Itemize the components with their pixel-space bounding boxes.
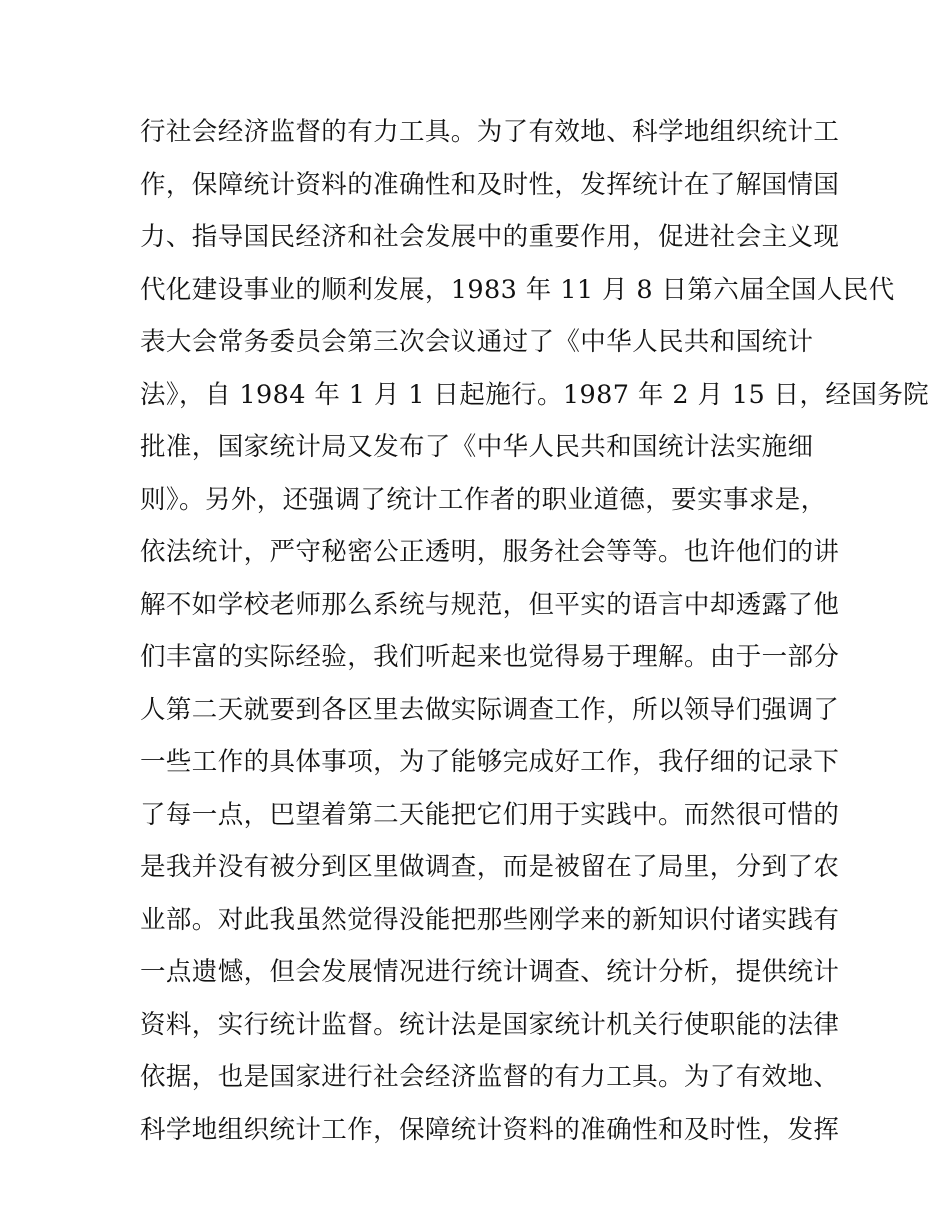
text-line: 资料，实行统计监督。统计法是国家统计机关行使职能的法律 <box>140 1009 840 1040</box>
text-line: 解不如学校老师那么系统与规范，但平实的语言中却透露了他 <box>140 589 840 620</box>
text-line: 一点遗憾，但会发展情况进行统计调查、统计分析，提供统计 <box>140 957 840 987</box>
text-line: 作，保障统计资料的准确性和及时性，发挥统计在了解国情国 <box>140 169 840 200</box>
text-line: 是我并没有被分到区里做调查，而是被留在了局里，分到了农 <box>140 852 840 882</box>
text-line: 依法统计，严守秘密公正透明，服务社会等等。也许他们的讲 <box>140 537 840 567</box>
text-line: 表大会常务委员会第三次会议通过了《中华人民共和国统计 <box>140 327 814 357</box>
text-line: 了每一点，巴望着第二天能把它们用于实践中。而然很可惜的 <box>140 799 840 830</box>
text-line: 法》，自 1984 年 1 月 1 日起施行。1987 年 2 月 15 日，经国务院 <box>140 379 930 410</box>
text-line: 行社会经济监督的有力工具。为了有效地、科学地组织统计工 <box>140 117 840 147</box>
text-line: 一些工作的具体事项，为了能够完成好工作，我仔细的记录下 <box>140 747 840 777</box>
text-line: 业部。对此我虽然觉得没能把那些刚学来的新知识付诸实践有 <box>140 904 840 935</box>
text-line: 人第二天就要到各区里去做实际调查工作，所以领导们强调了 <box>140 694 840 725</box>
text-line: 则》。另外，还强调了统计工作者的职业道德，要实事求是， <box>140 484 827 515</box>
text-line: 批准，国家统计局又发布了《中华人民共和国统计法实施细 <box>140 432 814 462</box>
text-line: 们丰富的实际经验，我们听起来也觉得易于理解。由于一部分 <box>140 642 840 672</box>
text-line: 科学地组织统计工作，保障统计资料的准确性和及时性，发挥 <box>140 1114 840 1145</box>
body-text <box>140 106 930 1156</box>
text-line: 代化建设事业的顺利发展，1983 年 11 月 8 日第六届全国人民代 <box>140 274 895 305</box>
text-line: 力、指导国民经济和社会发展中的重要作用，促进社会主义现 <box>140 222 840 252</box>
text-line: 依据，也是国家进行社会经济监督的有力工具。为了有效地、 <box>140 1062 840 1092</box>
